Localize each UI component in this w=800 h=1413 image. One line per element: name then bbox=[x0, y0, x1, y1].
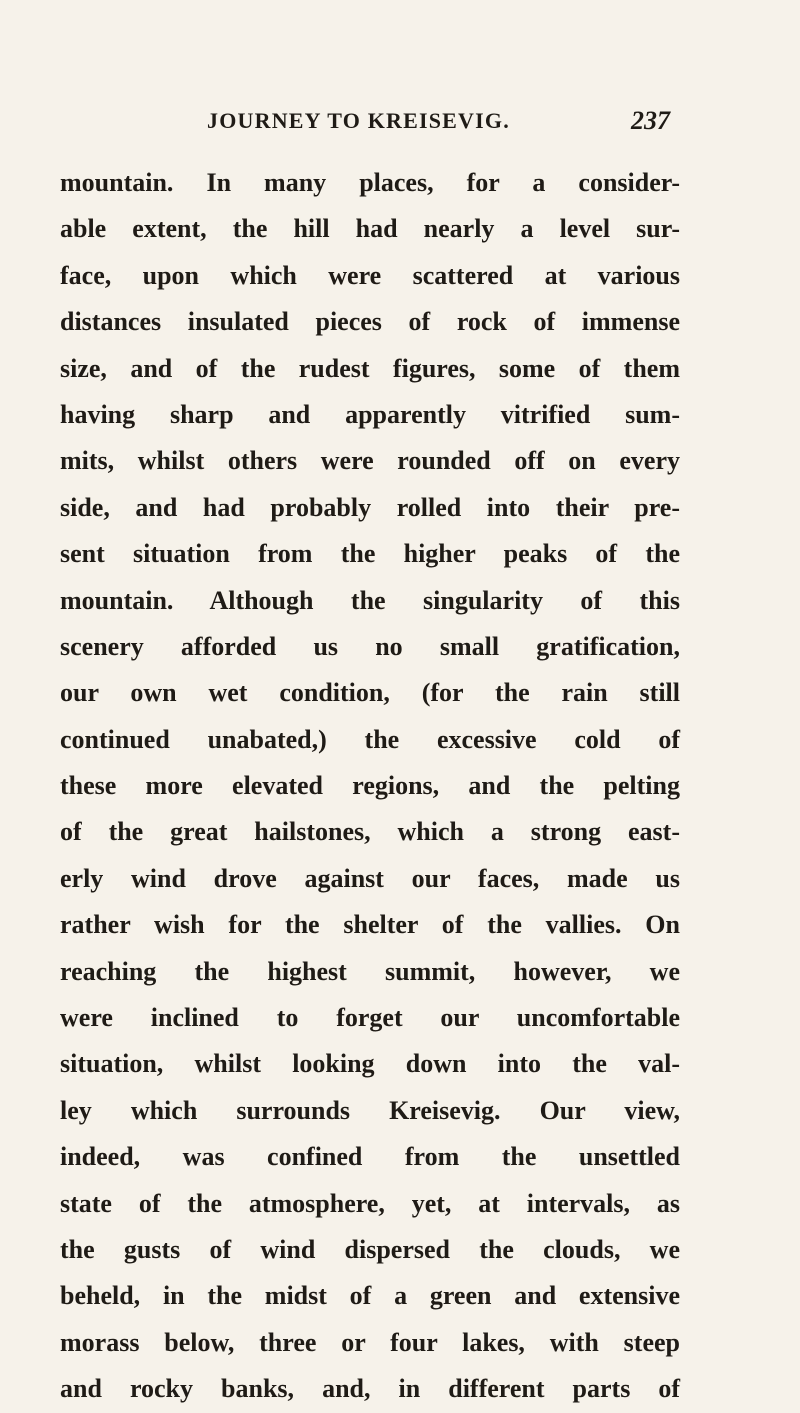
text-line: mountain. In many places, for a consider- bbox=[60, 168, 680, 197]
running-title: JOURNEY TO KREISEVIG. bbox=[207, 108, 510, 133]
text-line: erly wind drove against our faces, made us bbox=[60, 863, 680, 893]
text-line: able extent, the hill had nearly a level sur- bbox=[60, 214, 680, 244]
text-line: scenery afforded us no small gratification, bbox=[60, 631, 680, 661]
text-line: side, and had probably rolled into their pre- bbox=[60, 492, 680, 522]
text-line: sent situation from the higher peaks of the bbox=[60, 539, 680, 569]
text-line: morass below, three or four lakes, with steep bbox=[60, 1327, 680, 1357]
text-line: having sharp and apparently vitrified sum- bbox=[60, 399, 680, 429]
text-line: indeed, was confined from the unsettled bbox=[60, 1142, 680, 1172]
page-number: 237 bbox=[631, 106, 670, 135]
text-line: distances insulated pieces of rock of immense bbox=[60, 307, 680, 337]
text-line: state of the atmosphere, yet, at intervals, as bbox=[60, 1188, 680, 1218]
text-line: ley which surrounds Kreisevig. Our view, bbox=[60, 1095, 680, 1125]
text-line: situation, whilst looking down into the val- bbox=[60, 1049, 680, 1079]
text-line: these more elevated regions, and the pelting bbox=[60, 771, 680, 801]
text-line: continued unabated,) the excessive cold of bbox=[60, 724, 680, 754]
text-line: rather wish for the shelter of the vallies. On bbox=[60, 910, 680, 940]
text-line: and rocky banks, and, in different parts of bbox=[60, 1374, 680, 1404]
text-line: size, and of the rudest figures, some of them bbox=[60, 353, 680, 383]
running-head bbox=[0, 108, 800, 142]
text-line: reaching the highest summit, however, we bbox=[60, 956, 680, 986]
body-text bbox=[60, 160, 680, 1413]
text-line: our own wet condition, (for the rain still bbox=[60, 678, 680, 708]
text-line: the gusts of wind dispersed the clouds, we bbox=[60, 1234, 680, 1264]
text-line: of the great hailstones, which a strong east- bbox=[60, 817, 680, 847]
text-line: face, upon which were scattered at various bbox=[60, 260, 680, 290]
text-line: mountain. Although the singularity of this bbox=[60, 585, 680, 615]
text-line: mits, whilst others were rounded off on every bbox=[60, 446, 680, 476]
text-line: beheld, in the midst of a green and extensive bbox=[60, 1281, 680, 1311]
text-line: were inclined to forget our uncomfortable bbox=[60, 1003, 680, 1033]
